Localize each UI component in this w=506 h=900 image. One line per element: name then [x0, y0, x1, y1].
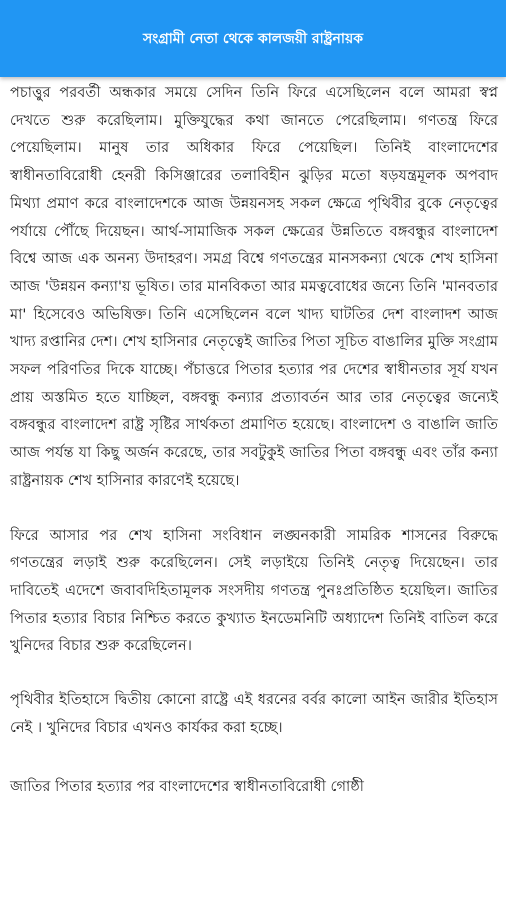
paragraph-gap — [10, 741, 498, 773]
article-paragraph-2: ফিরে আসার পর শেখ হাসিনা সংবিধান লঙ্ঘনকারী সামরিক শাসনের বিরুদ্ধে গণতন্ত্রের লড়াই শুরু করেছিলেন। সেই লড়াইয়ে তিনিই নেতৃত্ব দিয়েছেন। তার দাবিতেই এদেশে জবাবদিহিতামূলক সংসদীয় গণতন্ত্র পুনঃপ্রতিষ্ঠিত হয়েছিল। জাতির পিতার হত্যার বিচার নিশ্চিত করতে কুখ্যাত ইনডেমনিটি অধ্যাদেশ তিনিই বাতিল করে খুনিদের বিচার শুরু করেছিলেন। — [10, 526, 498, 655]
article-body — [0, 77, 506, 801]
page-title: সংগ্রামী নেতা থেকে কালজয়ী রাষ্ট্রনায়ক — [142, 30, 364, 47]
article-scroll-area[interactable] — [0, 77, 506, 900]
article-paragraph-1: পচাত্তুর পরবর্তী অন্ধকার সময়ে সেদিন তিনি ফিরে এসেছিলেন বলে আমরা স্বপ্ন দেখতে শুরু করেছিলাম। মুক্তিযুদ্ধের কথা জানতে পেরেছিলাম। গণতন্ত্র ফিরে পেয়েছিলাম। মানুষ তার অধিকার ফিরে পেয়েছিল। তিনিই বাংলাদেশের স্বাধীনতাবিরোধী হেনরী কিসিঞ্জারের তলাবিহীন ঝুড়ির মতো ষড়যন্ত্রমূলক অপবাদ মিথ্যা প্রমাণ করে বাংলাদেশকে আজ উন্নয়নসহ সকল ক্ষেত্রে পৃথিবীর বুকে নেতৃত্বের পর্যায়ে পৌঁছে দিয়েছন। আর্থ-সামাজিক সকল ক্ষেত্রের উন্নতিতে বঙ্গবন্ধুর বাংলাদেশ বিশ্বে আজ এক অনন্য উদাহরণ। সমগ্র বিশ্বে গণতন্ত্রের মানসকন্যা থেকে শেখ হাসিনা আজ 'উন্নয়ন কন্যা'য় ভূষিত। তার মানবিকতা আর মমত্ববোধের জন্যে তিনি 'মানবতার মা' হিসেবেও অভিষিক্ত। তিনি এসেছিলেন বলে খাদ্য ঘাটতির দেশ বাংলাদশ আজ খাদ্য রপ্তানির দেশ। শেখ হাসিনার নেতৃত্বেই জাতির পিতা সূচিত বাঙালির মুক্তি সংগ্রাম সফল পরিণতির দিকে যাচ্ছে। পঁচাত্তরে পিতার হত্যার পর দেশের স্বাধীনতার সূর্য যখন প্রায় অস্তমিত হতে যাচ্ছিল, বঙ্গবন্ধু কন্যার প্রত্যাবর্তন আর তার নেতৃত্বের জন্যেই বঙ্গবন্ধুর বাংলাদেশ রাষ্ট্র সৃষ্টির সার্থকতা প্রমাণিত হয়েছে। বাংলাদেশ ও বাঙালি জাতি আজ পর্যন্ত যা কিছু অর্জন করেছে, তার সবটুকুই জাতির পিতা বঙ্গবন্ধু এবং তাঁর কন্যা রাষ্ট্রনায়ক শেখ হাসিনার কারণেই হয়েছে। — [10, 84, 498, 489]
paragraph-gap — [10, 660, 498, 686]
app-bar — [0, 0, 506, 77]
article-paragraph-4: জাতির পিতার হত্যার পর বাংলাদেশের স্বাধীনতাবিরোধী গোষ্ঠী — [10, 778, 364, 796]
article-paragraph-3: পৃথিবীর ইতিহাসে দ্বিতীয় কোনো রাষ্ট্রে এই ধরনের বর্বর কালো আইন জারীর ইতিহাস নেই । খুনিদের বিচার এখনও কার্যকর করা হচ্ছে। — [10, 691, 498, 736]
paragraph-gap — [10, 495, 498, 522]
